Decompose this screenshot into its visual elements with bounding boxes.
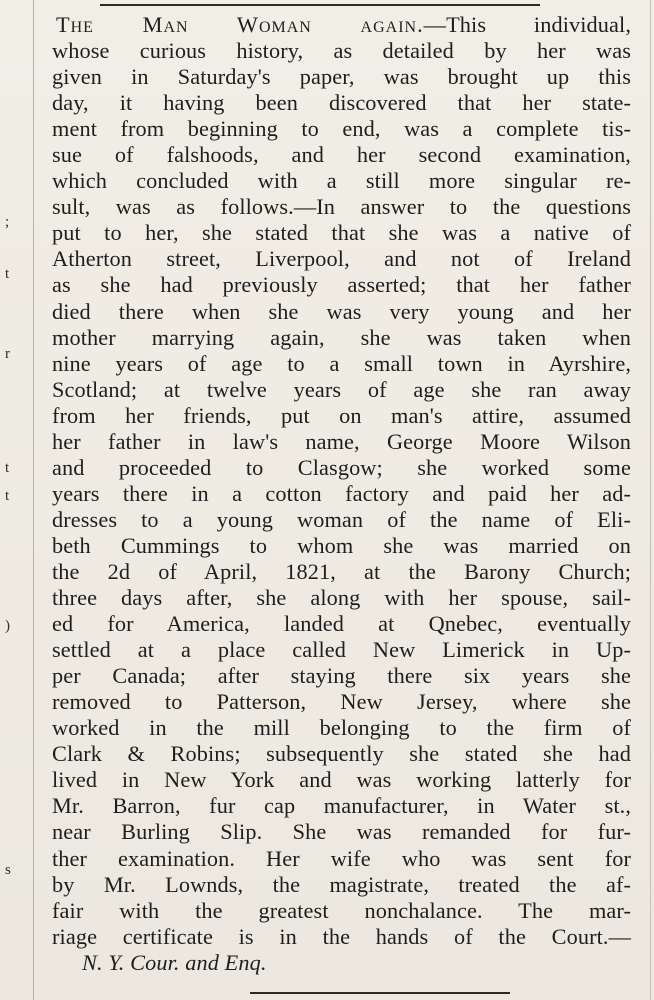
article-line: which concluded with a still more singular re-	[52, 168, 631, 194]
margin-mark: r	[5, 346, 10, 362]
article-line: sult, was as follows.—In answer to the questions	[52, 194, 631, 220]
article-line: three days after, she along with her spouse, sail-	[52, 585, 631, 611]
article-line: her father in law's name, George Moore Wilson	[52, 428, 631, 454]
article-line: settled at a place called New Limerick in Up-	[52, 637, 631, 663]
article-line: per Canada; after staying there six years she	[52, 663, 631, 689]
article-line: years there in a cotton factory and paid her ad-	[52, 480, 631, 506]
article-line: died there when she was very young and her	[52, 298, 631, 324]
margin-mark: )	[5, 618, 10, 634]
article-line: ther examination. Her wife who was sent for	[52, 845, 631, 871]
margin-mark: t	[5, 460, 10, 476]
margin-mark: s	[5, 862, 11, 878]
article-line-1	[52, 12, 631, 38]
article-line: worked in the mill belonging to the firm of	[52, 715, 631, 741]
article-line: Mr. Barron, fur cap manufacturer, in Water st.,	[52, 793, 631, 819]
article-line-1-text: —This individual,	[423, 12, 632, 37]
article-body	[52, 12, 631, 976]
article-line: mother marrying again, she was taken when	[52, 324, 631, 350]
bottom-rule	[250, 992, 510, 994]
article-line: sue of falshoods, and her second examination,	[52, 142, 631, 168]
margin-mark: t	[5, 266, 10, 282]
article-line: removed to Patterson, New Jersey, where she	[52, 689, 631, 715]
article-line: nine years of age to a small town in Ayrshire,	[52, 350, 631, 376]
article-line: fair with the greatest nonchalance. The mar-	[52, 897, 631, 923]
article-line: ment from beginning to end, was a complete tis-	[52, 116, 631, 142]
article-line: and proceeded to Clasgow; she worked some	[52, 454, 631, 480]
article-headline: The Man Woman again.	[56, 12, 424, 37]
article-line: by Mr. Lownds, the magistrate, treated the af-	[52, 871, 631, 897]
article-line: riage certificate is in the hands of the Court.—	[52, 923, 631, 949]
article-line: Scotland; at twelve years of age she ran away	[52, 376, 631, 402]
article-line: the 2d of April, 1821, at the Barony Church;	[52, 558, 631, 584]
article-line: beth Cummings to whom she was married on	[52, 532, 631, 558]
top-rule	[100, 4, 540, 6]
article-line: day, it having been discovered that her state-	[52, 90, 631, 116]
article-line: lived in New York and was working latterly for	[52, 767, 631, 793]
adjacent-column-fragments	[0, 0, 34, 1000]
article-source: N. Y. Cour. and Enq.	[82, 949, 267, 975]
margin-mark: ;	[5, 214, 10, 230]
article-line: near Burling Slip. She was remanded for fur-	[52, 819, 631, 845]
article-line: dresses to a young woman of the name of Eli-	[52, 506, 631, 532]
article-line: ed for America, landed at Qnebec, eventually	[52, 611, 631, 637]
column-rule-right	[650, 0, 651, 1000]
article-line: Atherton street, Liverpool, and not of Ireland	[52, 246, 631, 272]
article-line: Clark & Robins; subsequently she stated she had	[52, 741, 631, 767]
margin-mark: t	[5, 488, 10, 504]
article-line: whose curious history, as detailed by her was	[52, 38, 631, 64]
article-line: put to her, she stated that she was a native of	[52, 220, 631, 246]
article-line: from her friends, put on man's attire, assumed	[52, 402, 631, 428]
article-line: given in Saturday's paper, was brought up this	[52, 64, 631, 90]
article-line: as she had previously asserted; that her father	[52, 272, 631, 298]
